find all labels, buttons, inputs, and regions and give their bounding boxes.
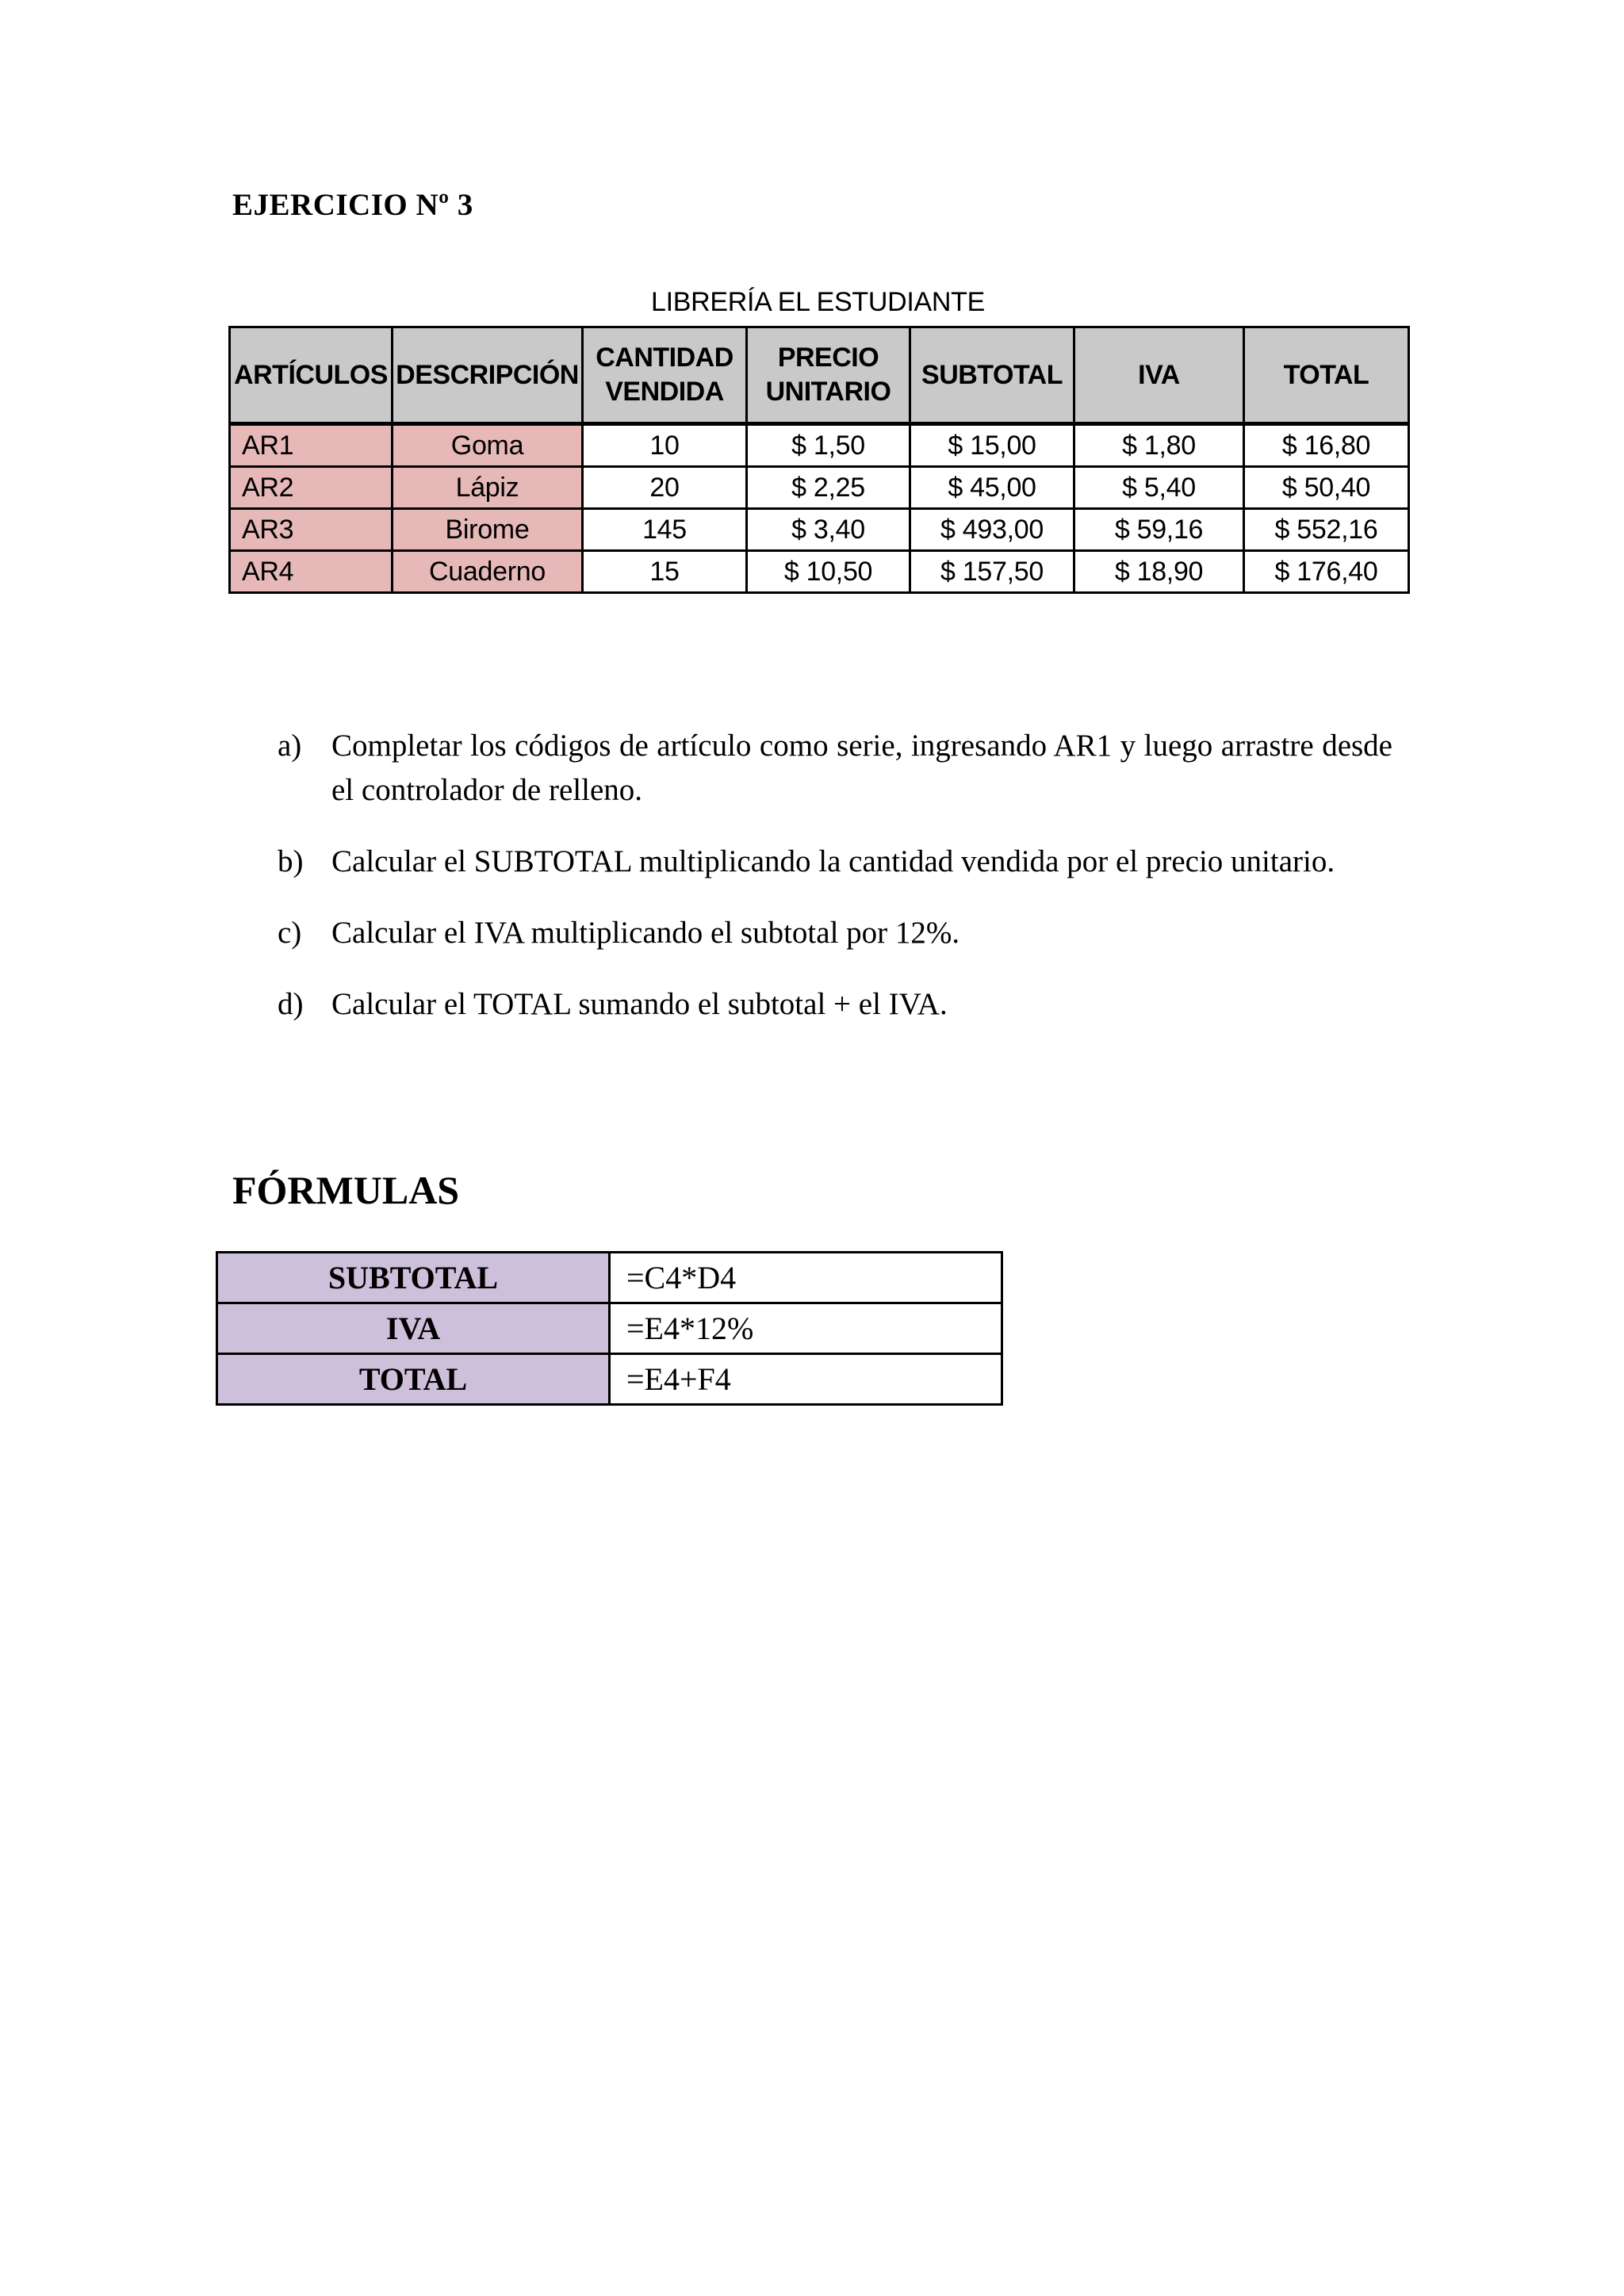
table-title: LIBRERÍA EL ESTUDIANTE (650, 287, 986, 317)
instruction-text: Calcular el TOTAL sumando el subtotal + el IVA. (331, 987, 948, 1021)
sales-table (228, 326, 1410, 594)
list-item (278, 724, 1392, 813)
instruction-text: Calcular el IVA multiplicando el subtotal por 12%. (331, 916, 960, 950)
cell-iva: $ 1,80 (1074, 424, 1244, 467)
cell-cantidad: 15 (583, 551, 747, 593)
formula-table (216, 1251, 1003, 1406)
cell-subtotal: $ 493,00 (910, 509, 1074, 551)
list-item (278, 840, 1392, 884)
table-row (230, 424, 1409, 467)
instruction-letter: c) (278, 916, 302, 950)
cell-articulo: AR3 (230, 509, 393, 551)
formula-name: IVA (217, 1303, 610, 1354)
cell-descripcion: Goma (393, 424, 583, 467)
cell-iva: $ 18,90 (1074, 551, 1244, 593)
table-row (230, 509, 1409, 551)
cell-descripcion: Birome (393, 509, 583, 551)
header-total: TOTAL (1244, 327, 1409, 424)
header-cantidad-vendida: CANTIDAD VENDIDA (583, 327, 747, 424)
cell-cantidad: 145 (583, 509, 747, 551)
cell-total: $ 176,40 (1244, 551, 1409, 593)
cell-iva: $ 59,16 (1074, 509, 1244, 551)
instruction-list (278, 724, 1392, 1054)
exercise-heading: EJERCICIO Nº 3 (232, 188, 473, 222)
cell-descripcion: Cuaderno (393, 551, 583, 593)
cell-cantidad: 10 (583, 424, 747, 467)
cell-total: $ 552,16 (1244, 509, 1409, 551)
table-row (230, 467, 1409, 509)
instruction-letter: d) (278, 987, 304, 1021)
cell-articulo: AR2 (230, 467, 393, 509)
cell-articulo: AR1 (230, 424, 393, 467)
cell-total: $ 16,80 (1244, 424, 1409, 467)
cell-descripcion: Lápiz (393, 467, 583, 509)
formula-row (217, 1253, 1002, 1303)
formulas-title: FÓRMULAS (232, 1168, 460, 1212)
formula-row (217, 1303, 1002, 1354)
formula-expression: =E4*12% (610, 1303, 1002, 1354)
table-row (230, 551, 1409, 593)
list-item (278, 982, 1392, 1027)
cell-subtotal: $ 15,00 (910, 424, 1074, 467)
formula-expression: =C4*D4 (610, 1253, 1002, 1303)
header-subtotal: SUBTOTAL (910, 327, 1074, 424)
instruction-letter: a) (278, 729, 302, 763)
cell-subtotal: $ 45,00 (910, 467, 1074, 509)
cell-precio: $ 3,40 (747, 509, 910, 551)
formula-row (217, 1354, 1002, 1405)
cell-articulo: AR4 (230, 551, 393, 593)
formula-name: SUBTOTAL (217, 1253, 610, 1303)
instruction-text: Completar los códigos de artículo como serie, ingresando AR1 y luego arrastre desde el controlador de relleno. (331, 729, 1392, 807)
header-iva: IVA (1074, 327, 1244, 424)
cell-subtotal: $ 157,50 (910, 551, 1074, 593)
cell-iva: $ 5,40 (1074, 467, 1244, 509)
cell-precio: $ 10,50 (747, 551, 910, 593)
cell-cantidad: 20 (583, 467, 747, 509)
cell-precio: $ 1,50 (747, 424, 910, 467)
instruction-letter: b) (278, 844, 304, 878)
cell-precio: $ 2,25 (747, 467, 910, 509)
header-precio-unitario: PRECIO UNITARIO (747, 327, 910, 424)
header-articulos: ARTÍCULOS (230, 327, 393, 424)
list-item (278, 911, 1392, 955)
table-header-row (230, 327, 1409, 424)
instruction-text: Calcular el SUBTOTAL multiplicando la cantidad vendida por el precio unitario. (331, 844, 1335, 878)
formula-name: TOTAL (217, 1354, 610, 1405)
header-descripcion: DESCRIPCIÓN (393, 327, 583, 424)
formula-expression: =E4+F4 (610, 1354, 1002, 1405)
cell-total: $ 50,40 (1244, 467, 1409, 509)
